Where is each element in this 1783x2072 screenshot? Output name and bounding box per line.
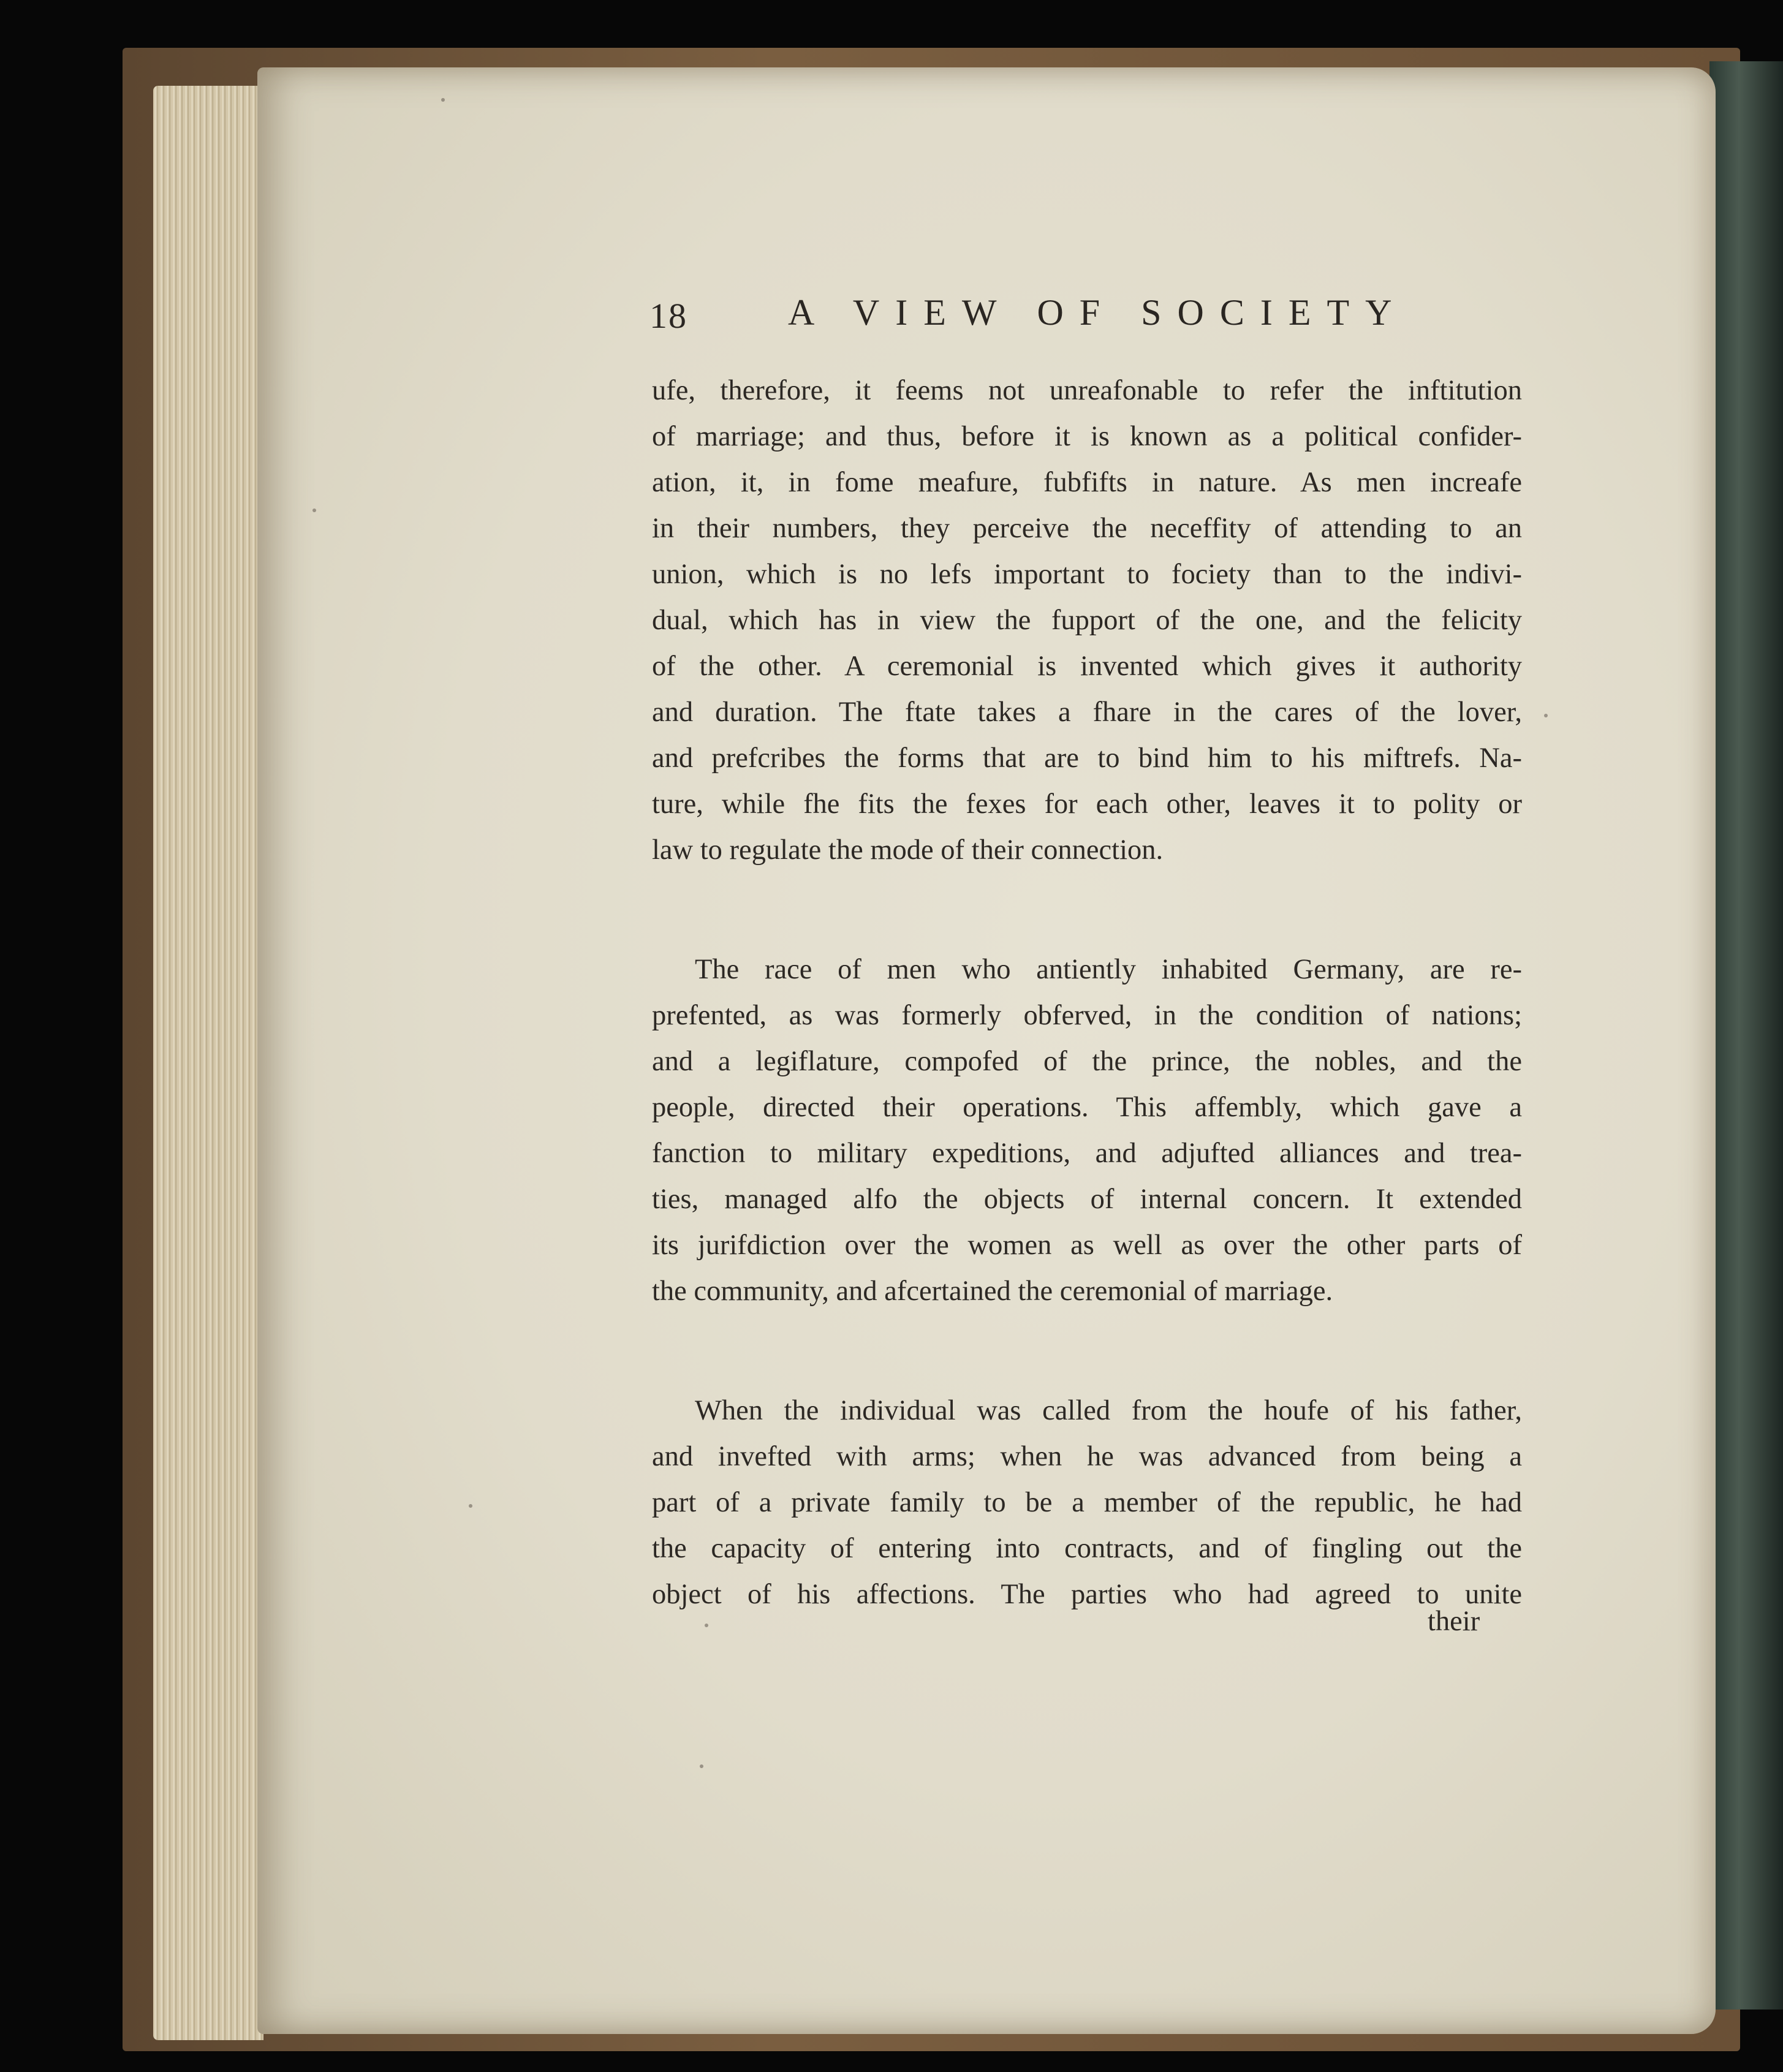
paragraph-gap (652, 873, 1522, 947)
text-line: prefented, as was formerly obferved, in the condition of nations; (652, 1000, 1522, 1031)
paper-speck (700, 1764, 703, 1768)
text-line: its jurifdiction over the women as well as over the other parts of (652, 1230, 1522, 1261)
text-line: The race of men who antiently inhabited Germany, are re- (695, 954, 1522, 985)
running-title: A VIEW OF SOCIETY (788, 292, 1408, 333)
paper-speck (469, 1504, 472, 1508)
text-line: people, directed their operations. This affembly, which gave a (652, 1092, 1522, 1123)
text-line: the capacity of entering into contracts, and of fingling out the (652, 1533, 1522, 1564)
body-text (652, 368, 1522, 1617)
text-line: object of his affections. The parties who had agreed to unite (652, 1579, 1522, 1610)
paragraph-2 (652, 947, 1522, 1314)
text-line: of marriage; and thus, before it is known as a political confider- (652, 421, 1522, 452)
text-line: fanction to military expeditions, and adjufted alliances and trea- (652, 1138, 1522, 1169)
text-line: dual, which has in view the fupport of the one, and the felicity (652, 605, 1522, 636)
paragraph-gap (652, 1314, 1522, 1388)
paragraph-1 (652, 368, 1522, 873)
paper-speck (441, 98, 445, 102)
text-line: part of a private family to be a member of the republic, he had (652, 1487, 1522, 1518)
text-line: and a legiflature, compofed of the prince, the nobles, and the (652, 1046, 1522, 1077)
text-line: ture, while fhe fits the fexes for each other, leaves it to polity or (652, 788, 1522, 820)
paper-speck (1544, 714, 1548, 717)
paper-speck (312, 509, 316, 512)
page-header (649, 292, 1408, 341)
text-line: of the other. A ceremonial is invented which gives it authority (652, 651, 1522, 682)
text-line: in their numbers, they perceive the neceffity of attending to an (652, 513, 1522, 544)
text-line: When the individual was called from the houfe of his father, (695, 1395, 1522, 1426)
text-line: the community, and afcertained the ceremonial of marriage. (652, 1276, 1333, 1307)
text-line: and invefted with arms; when he was advanced from being a (652, 1441, 1522, 1472)
text-line: and duration. The ftate takes a fhare in the cares of the lover, (652, 697, 1522, 728)
page-stack-edges (153, 86, 263, 2040)
page-number: 18 (649, 296, 687, 336)
text-line: law to regulate the mode of their connection. (652, 834, 1164, 866)
text-line: ufe, therefore, it feems not unreafonable to refer the inftitution (652, 375, 1522, 406)
text-line: and prefcribes the forms that are to bind him to his miftrefs. Na- (652, 743, 1522, 774)
paper-speck (705, 1624, 708, 1627)
paragraph-3 (652, 1388, 1522, 1617)
facing-page-edge (1709, 61, 1783, 2010)
text-line: ation, it, in fome meafure, fubfifts in nature. As men increafe (652, 467, 1522, 498)
catchword: their (1428, 1606, 1480, 1637)
text-line: ties, managed alfo the objects of internal concern. It extended (652, 1184, 1522, 1215)
text-line: union, which is no lefs important to fociety than to the indivi- (652, 559, 1522, 590)
